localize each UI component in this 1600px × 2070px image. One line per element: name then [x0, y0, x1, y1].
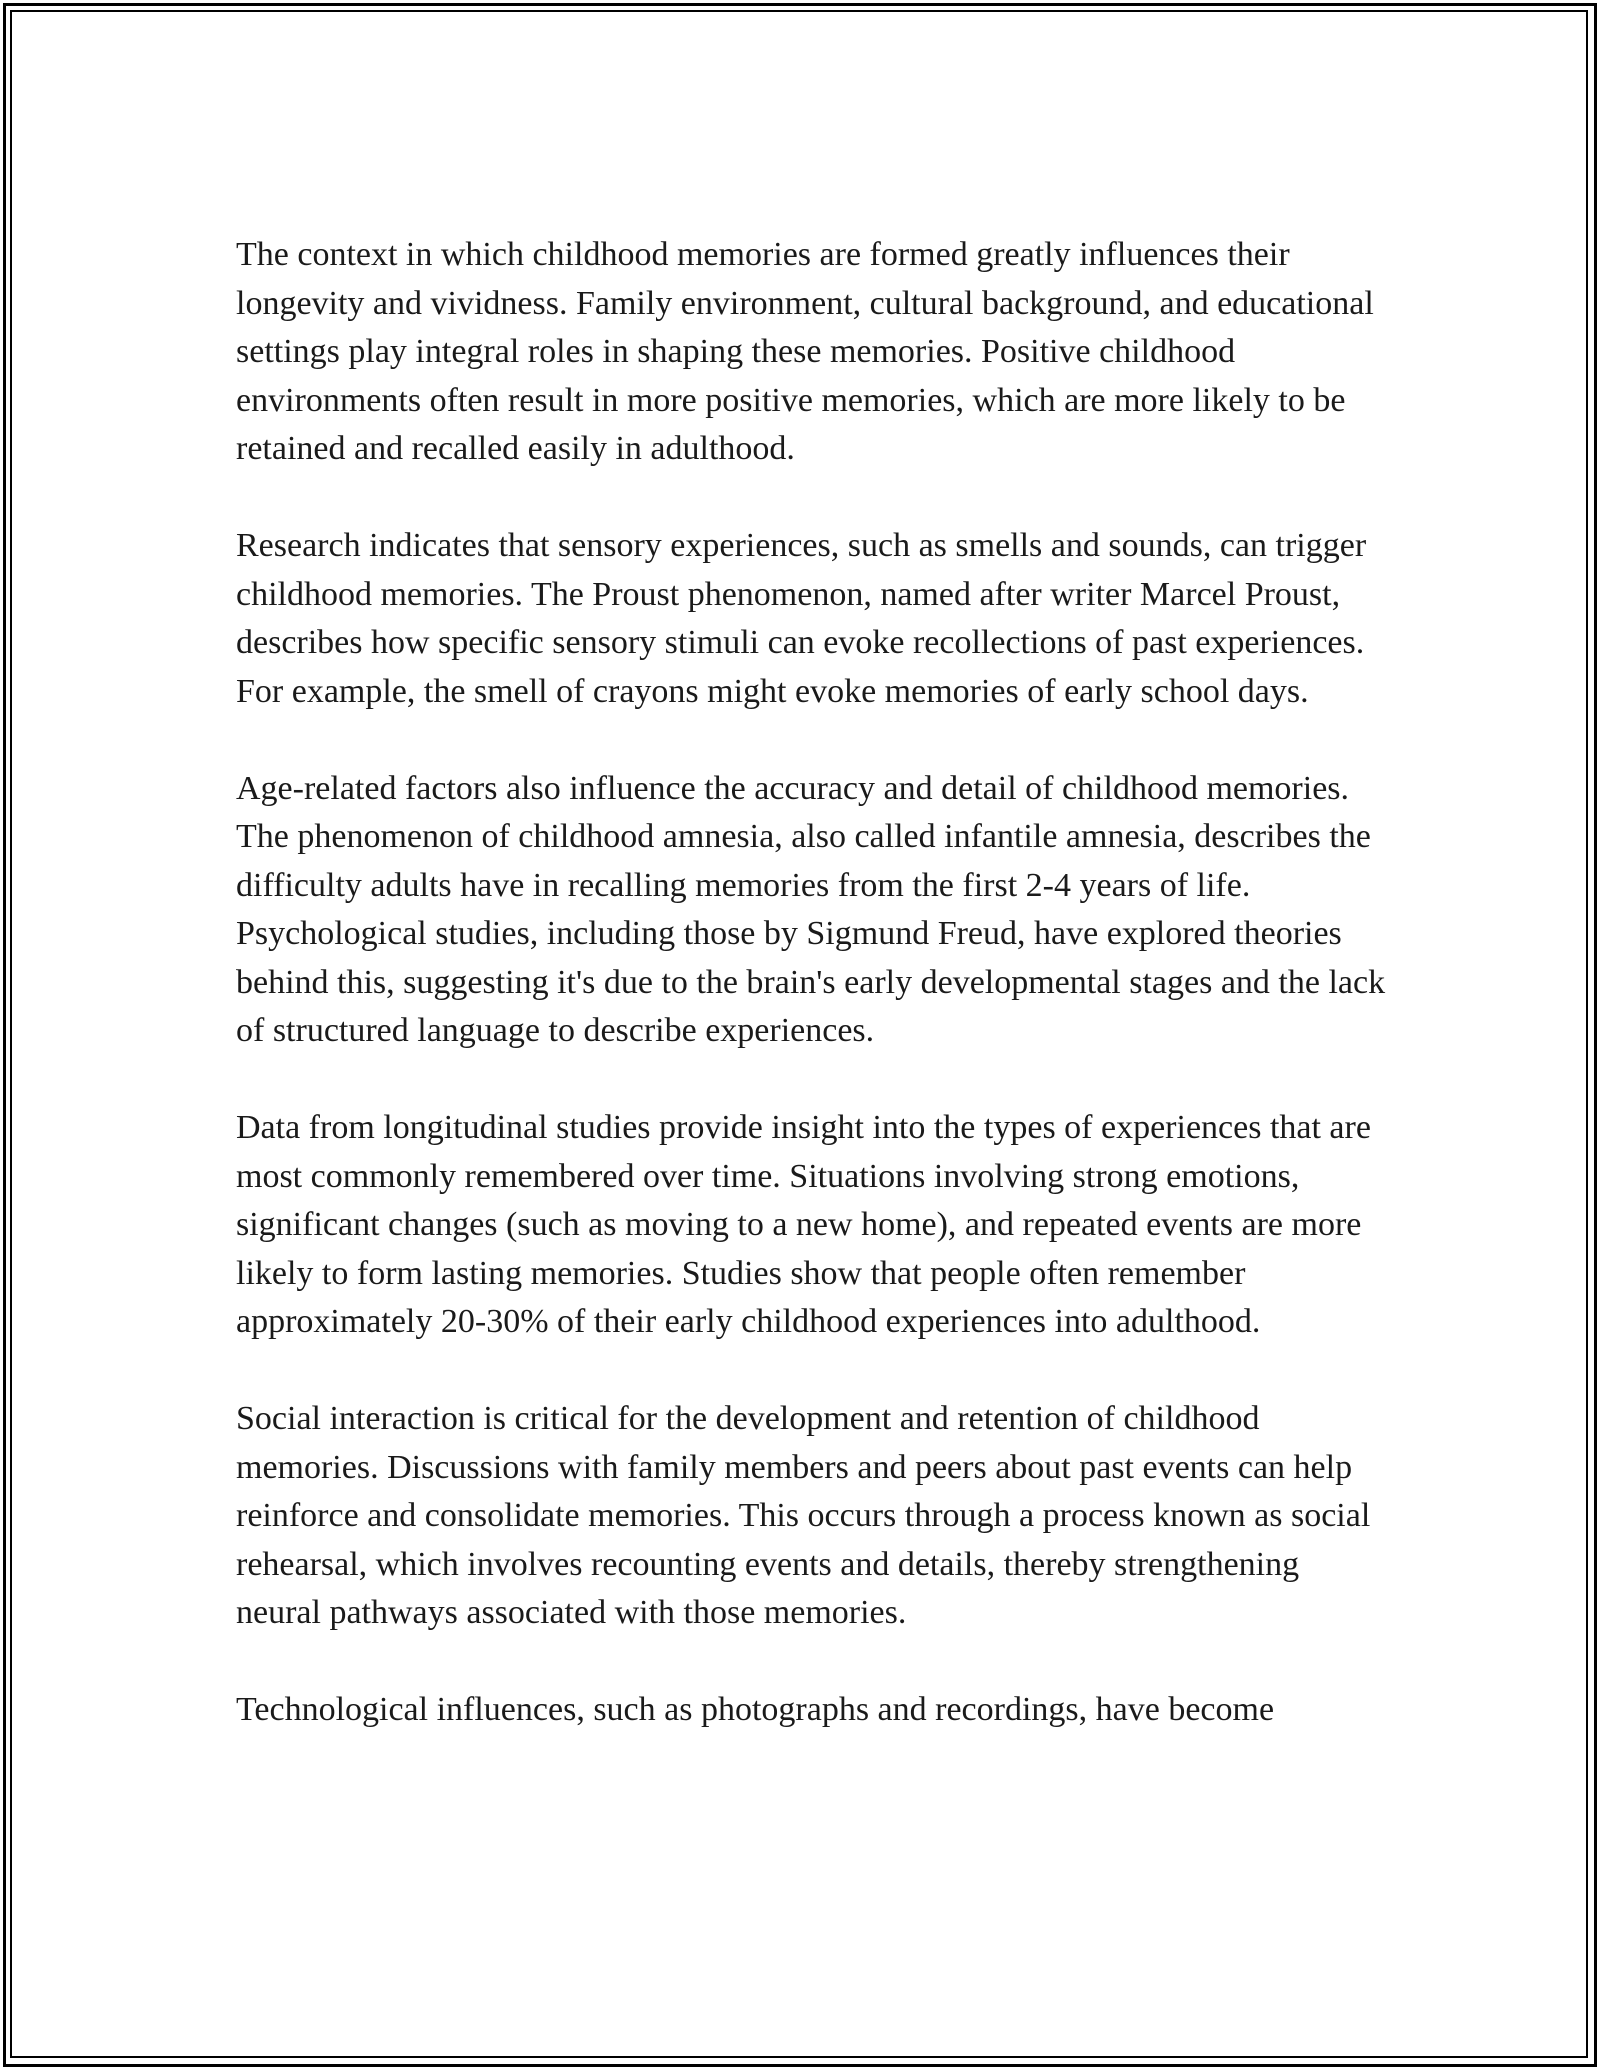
paragraph-age-factors: Age-related factors also influence the accuracy and detail of childhood memories. The phenomenon of childhood amnesia, also called infantile amnesia, describes the difficulty adults have in recalling memories from the first 2-4 years of life. Psychological studies, including those by Sigmund Freud, have explored theories behind this, suggesting it's due to the brain's early developmental stages and the lack of structured language to describe experiences.	[236, 769, 1386, 1049]
paragraph-context: The context in which childhood memories are formed greatly influences their longevity and vividness. Family environment, cultural background, and educational settings play integral roles in shaping these memories. Positive childhood environments often result in more positive memories, which are more likely to be retained and recalled easily in adulthood.	[236, 236, 1374, 467]
document-body	[236, 231, 1386, 1735]
paragraph-sensory: Research indicates that sensory experiences, such as smells and sounds, can trigger childhood memories. The Proust phenomenon, named after writer Marcel Proust, describes how specific sensory stimuli can evoke recollections of past experiences. For example, the smell of crayons might evoke memories of early school days.	[236, 527, 1367, 710]
paragraph-technological: Technological influences, such as photographs and recordings, have become	[236, 1691, 1275, 1728]
paragraph-longitudinal: Data from longitudinal studies provide insight into the types of experiences that are most commonly remembered over time. Situations involving strong emotions, significant changes (such as moving to a new home), and repeated events are more likely to form lasting memories. Studies show that people often remember approximately 20-30% of their early childhood experiences into adulthood.	[236, 1109, 1371, 1340]
paragraph-social: Social interaction is critical for the development and retention of childhood memories. Discussions with family members and peers about past events can help reinforce and consolidate memories. This occurs through a process known as social rehearsal, which involves recounting events and details, thereby strengthening neural pathways associated with those memories.	[236, 1400, 1371, 1631]
